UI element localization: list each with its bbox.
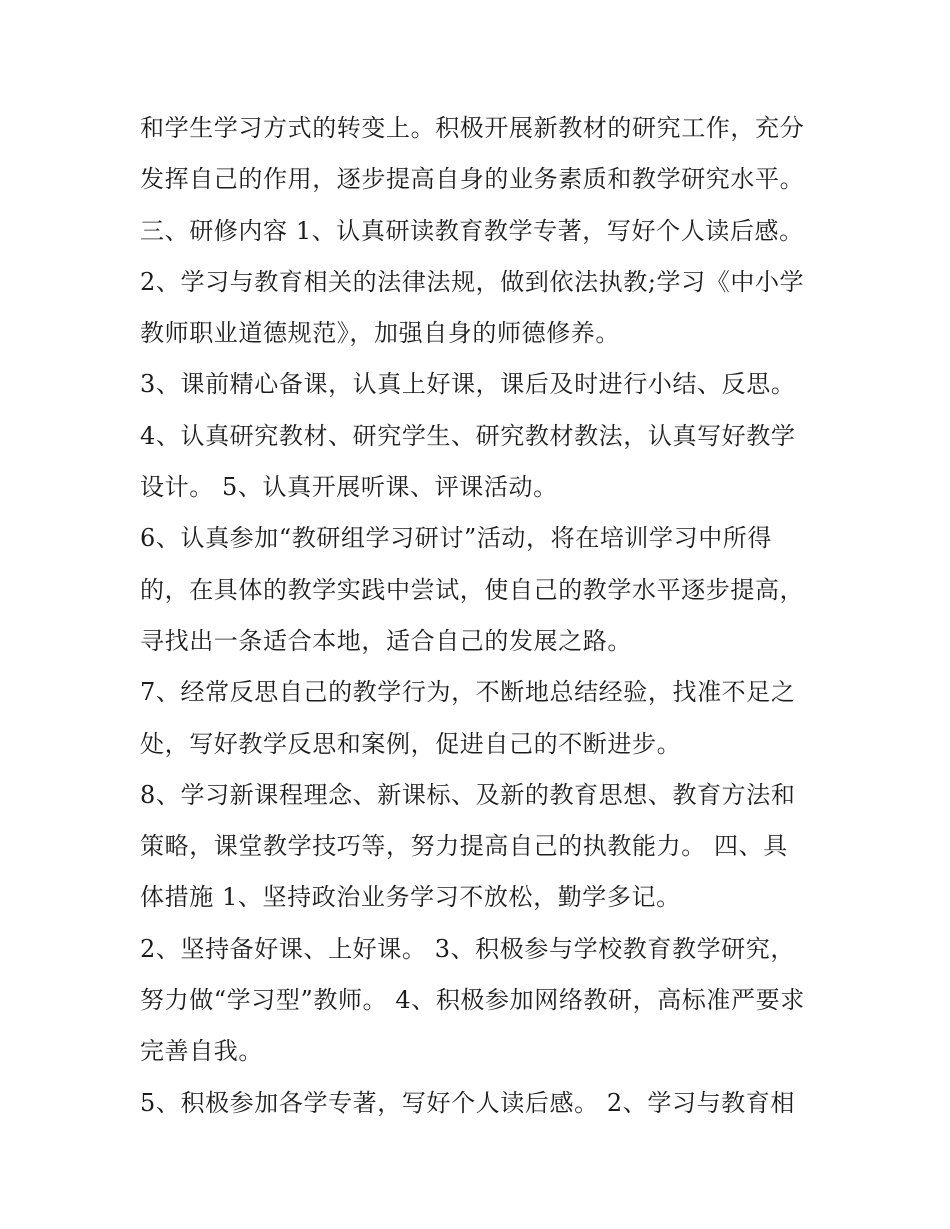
text-line: 4、认真研究教材、研究学生、研究教材教法，认真写好教学 [140, 421, 796, 450]
text-line: 和学生学习方式的转变上。积极开展新教材的研究工作，充分 [140, 114, 805, 142]
text-line: 努力做“学习型”教师。 4、积极参加网络教研，高标准严要求 [140, 986, 805, 1015]
text-line: 寻找出一条适合本地，适合自己的发展之路。 [140, 626, 632, 655]
text-line: 2、学习与教育相关的法律法规，做到依法执教;学习《中小学 [140, 267, 805, 296]
text-line: 设计。 5、认真开展听课、评课活动。 [140, 473, 558, 502]
text-line: 5、积极参加各学专著，写好个人读后感。 2、学习与教育相 [140, 1088, 795, 1117]
text-line: 3、课前精心备课，认真上好课，课后及时进行小结、反思。 [140, 370, 796, 399]
text-line: 策略，课堂教学技巧等，努力提高自己的执教能力。 四、具 [140, 832, 788, 861]
text-line: 8、学习新课程理念、新课标、及新的教育思想、教育方法和 [140, 780, 796, 809]
text-line: 发挥自己的作用，逐步提高自身的业务素质和教学研究水平。 [140, 165, 805, 194]
text-line: 处，写好教学反思和案例，促进自己的不断进步。 [140, 729, 682, 758]
text-line: 体措施 1、坚持政治业务学习不放松，勤学多记。 [140, 883, 681, 912]
document-body [140, 103, 840, 1129]
text-line: 7、经常反思自己的教学行为，不断地总结经验，找准不足之 [140, 678, 796, 707]
text-line: 2、坚持备好课、上好课。 3、积极参与学校教育教学研究， [140, 934, 795, 963]
text-line: 三、研修内容 1、认真研读教育教学专著，写好个人读后感。 [140, 216, 804, 245]
text-line: 6、认真参加“教研组学习研讨”活动，将在培训学习中所得 [140, 524, 773, 553]
text-line: 教师职业道德规范》，加强自身的师德修养。 [140, 319, 620, 348]
text-line: 的，在具体的教学实践中尝试，使自己的教学水平逐步提高， [140, 575, 805, 604]
text-line: 完善自我。 [140, 1037, 263, 1066]
